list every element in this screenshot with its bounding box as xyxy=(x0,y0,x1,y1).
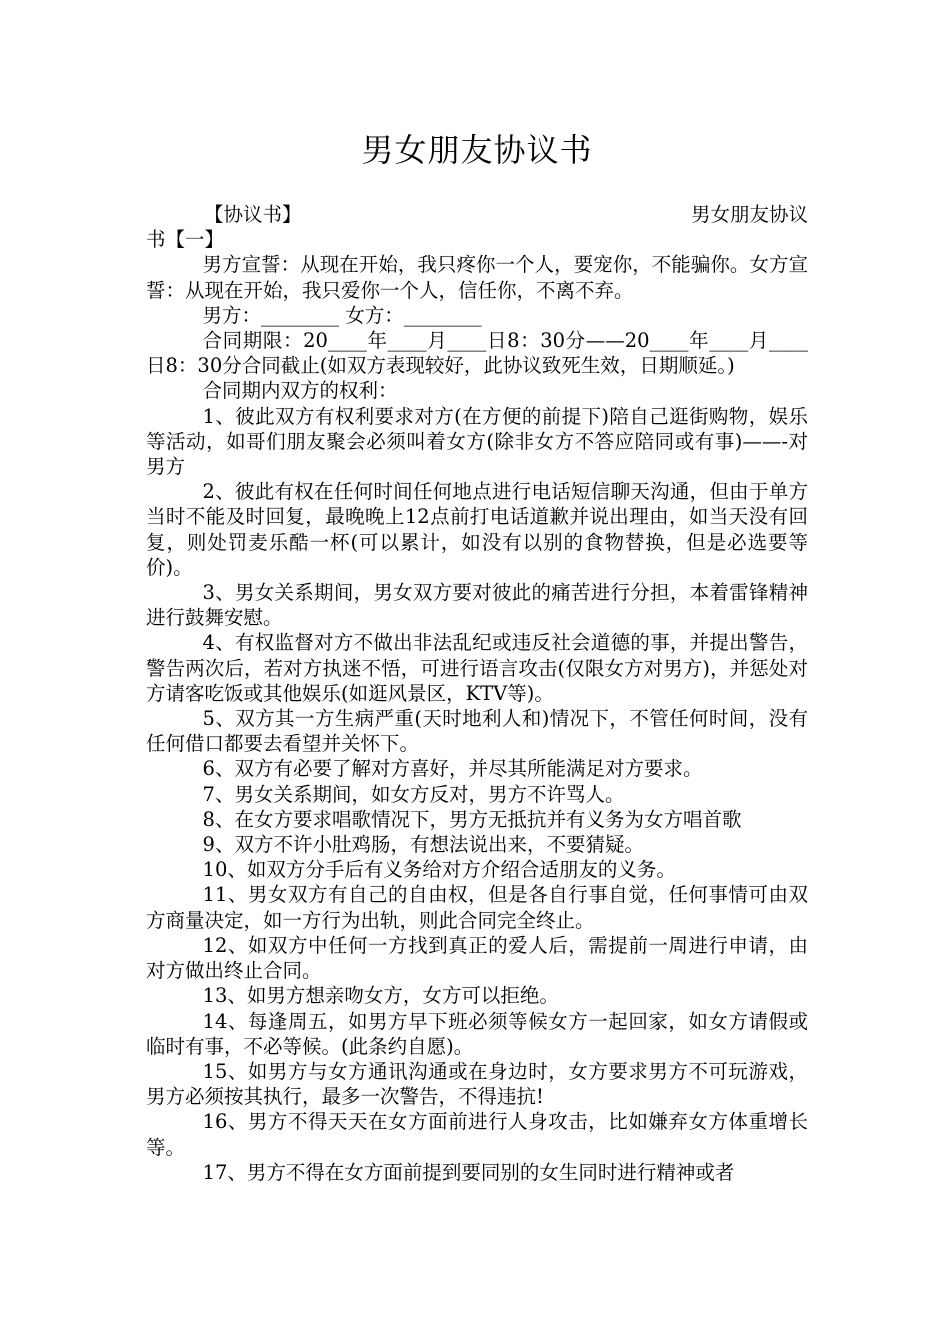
paragraph: 3、男女关系期间，男女双方要对彼此的痛苦进行分担，本着雷锋精神进行鼓舞安慰。 xyxy=(146,581,808,630)
paragraph: 男方宣誓：从现在开始，我只疼你一个人，要宠你，不能骗你。女方宣誓：从现在开始，我只爱你一个人，信任你，不离不弃。 xyxy=(146,253,808,302)
paragraph: 11、男女双方有自己的自由权，但是各自行事自觉，任何事情可由双方商量决定，如一方行为出轨，则此合同完全终止。 xyxy=(146,883,808,932)
paragraph: 17、男方不得在女方面前提到要同别的女生同时进行精神或者 xyxy=(202,1160,735,1184)
paragraph: 5、双方其一方生病严重(天时地利人和)情况下，不管任何时间，没有任何借口都要去看望并关怀下。 xyxy=(146,707,808,756)
paragraph: 9、双方不许小肚鸡肠，有想法说出来，不要猜疑。 xyxy=(202,833,644,857)
paragraph: 合同期限：20____年____月____日8：30分——20____年____月____日8：30分合同截止(如双方表现较好，此协议致死生效，日期顺延。) xyxy=(146,329,808,378)
paragraph: 8、在女方要求唱歌情况下，男方无抵抗并有义务为女方唱首歌 xyxy=(202,807,742,831)
paragraph: 6、双方有必要了解对方喜好，并尽其所能满足对方要求。 xyxy=(202,757,703,781)
paragraph: 4、有权监督对方不做出非法乱纪或违反社会道德的事，并提出警告，警告两次后，若对方执迷不悟，可进行语言攻击(仅限女方对男方)，并惩处对方请客吃饭或其他娱乐(如逛风景区，KTV等)。 xyxy=(146,631,808,705)
header-line xyxy=(146,202,808,227)
document-page xyxy=(146,128,808,1185)
paragraph: 14、每逢周五，如男方早下班必须等候女方一起回家，如女方请假或临时有事，不必等候。(此条约自愿)。 xyxy=(146,1009,808,1058)
header-right: 男女朋友协议 xyxy=(690,203,808,226)
paragraph: 10、如双方分手后有义务给对方介绍合适朋友的义务。 xyxy=(202,858,676,882)
paragraph: 2、彼此有权在任何时间任何地点进行电话短信聊天沟通，但由于单方当时不能及时回复，最晚晚上12点前打电话道歉并说出理由，如当天没有回复，则处罚麦乐酷一杯(可以累计，如没有以别的食物替换，但是必选要等价)。 xyxy=(146,480,808,579)
paragraph: 合同期内双方的权利： xyxy=(202,379,398,403)
document-title: 男女朋友协议书 xyxy=(361,131,593,169)
document-body xyxy=(146,202,808,1185)
paragraph: 16、男方不得天天在女方面前进行人身攻击，比如嫌弃女方体重增长等。 xyxy=(146,1110,808,1159)
paragraph: 12、如双方中任何一方找到真正的爱人后，需提前一周进行申请，由对方做出终止合同。 xyxy=(146,933,808,983)
paragraph: 7、男女关系期间，如女方反对，男方不许骂人。 xyxy=(202,782,625,806)
paragraph: 1、彼此双方有权利要求对方(在方便的前提下)陪自己逛街购物，娱乐等活动，如哥们朋友聚会必须叫着女方(除非女方不答应陪同或有事)——-对男方 xyxy=(146,404,808,479)
paragraph: 男方：________ 女方：________ xyxy=(202,303,482,327)
paragraph: 15、如男方与女方通讯沟通或在身边时，女方要求男方不可玩游戏，男方必须按其执行，最多一次警告，不得违抗! xyxy=(146,1059,808,1109)
header-continuation: 书【一】 xyxy=(146,228,225,252)
paragraph: 13、如男方想亲吻女方，女方可以拒绝。 xyxy=(202,984,559,1008)
header-left: 【协议书】 xyxy=(204,203,302,226)
